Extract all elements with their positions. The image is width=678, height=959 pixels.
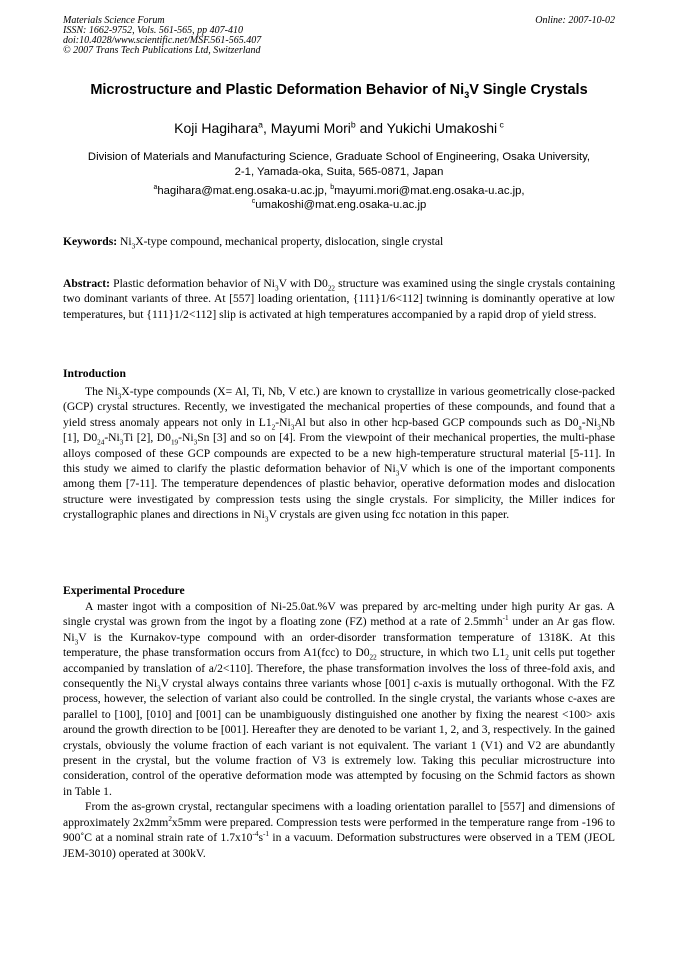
email-link[interactable]: mayumi.mori@mat.eng.osaka-u.ac.jp, [334,185,525,197]
experimental-paragraph: A master ingot with a composition of Ni-25.0at.%V was prepared by arc-melting under high purity Ar gas. A single crystal was grown from the ingot by a floating zone (FZ) method at a rate of 2.5mmh$^{-1}$ under an Ar gas flow. $Ni_3V$ is the Kurnakov-type compound with an order-disorder transformation temperature of 1318K. At this temperature, the phase transformation occurs from A1(fcc) to $D0_{22}$ structure, in which two $L1_2$ unit cells put together accompanied by translation of a/2<110]. Therefore, the phase transformation involves the loss of three-fold axis, and consequently the $Ni_3V$ crystal always contains three variants whose [001] c-axis is mutually orthogonal. With the FZ process, however, the selection of variant also could be controlled. In the single crystal, the variants whose c-axes are parallel to [100], [010] and [001] can be unambiguously distinguished one another by fixing the nearest <100> axis around the growth direction to be [001]. Hereafter they are denoted to be variant 1, 2, and 3, respectively. In the gained crystals, obviously the volume fraction of each variant is not equivalent. The variant 1 (V1) and V2 are abundantly present in the crystal, but the volume fraction of V3 is extremely low. Taking this peculiar microstructure into consideration, control of the operative deformation mode was attempted by focusing on the Schmid factors as shown in Table 1. [63,600,616,798]
keywords-label: Keywords: [63,235,118,248]
section-heading-experimental: Experimental Procedure [63,584,185,597]
experimental-section [63,599,615,861]
section-heading-introduction: Introduction [63,367,126,380]
author-name: Yukichi Umakoshi [386,120,498,136]
author-name: Koji Hagihara [174,120,259,136]
affiliation: Division of Materials and Manufacturing Science, Graduate School of Engineering, Osaka University, 2-1, Yamada-oka, Suita, 565-0871, Japan [87,151,591,178]
issn-line: ISSN: 1662-9752, Vols. 561-565, pp 407-410 [63,25,243,36]
email-link[interactable]: umakoshi@mat.eng.osaka-u.ac.jp [255,199,427,211]
author-name: Mayumi Mori [270,120,351,136]
copyright-line: © 2007 Trans Tech Publications Ltd, Switzerland [63,45,261,56]
author-list: Koji Hagihara$^a$, Mayumi Mori$^b$ and Yukichi Umakoshi $^c$ [174,119,504,136]
doi-line: doi:10.4028/www.scientific.net/MSF.561-565.407 [63,35,262,46]
author-emails: $^a$hagihara@mat.eng.osaka-u.ac.jp, $^b$mayumi.mori@mat.eng.osaka-u.ac.jp, $^c$umakoshi@mat.eng.osaka-u.ac.jp [153,184,525,211]
journal-header [63,16,615,56]
abstract-label: Abstract: [63,277,111,290]
journal-name: Materials Science Forum [63,15,165,26]
email-link[interactable]: hagihara@mat.eng.osaka-u.ac.jp, [157,185,331,197]
introduction-paragraph: The $Ni_3X$-type compounds (X= Al, Ti, Nb, V etc.) are known to crystallize in various geometrically close-packed (GCP) crystal structures. Recently, we investigated the mechanical properties of these compounds, and found that a yield stress anomaly appears not only in $L1_2-Ni_3Al$ but also in other hcp-based GCP compounds such as $D0_a-Ni_3Nb$ [1], $D0_{24}-Ni_3Ti$ [2], $D0_{19}-Ni_3Sn$ [3] and so on [4]. From the viewpoint of their mechanical properties, the multi-phase alloys composed of these GCP compounds are expected to be a new high-temperature structural material [5-11]. In this study we aimed to clarify the plastic deformation behavior of $Ni_3V$ which is one of the important components among them [7-11]. The temperature dependences of plastic behavior, operative deformation modes and dislocation structure were investigated by compression tests using the single crystals. For simplicity, the Miller indices for crystallographic planes and directions in $Ni_3V$ crystals are given using fcc notation in this paper. [63,385,616,524]
experimental-paragraph: From the as-grown crystal, rectangular specimens with a loading orientation parallel to [557] and dimensions of approximately $2x2mm^2x5mm$ were prepared. Compression tests were performed in the temperature range from -196 to 900˚C at a nominal strain rate of $1.7x10^{-4}s^{-1}$ in a vacuum. Deformation substructures were observed in a TEM (JEOL JEM-3010) operated at 300kV. [63,800,615,860]
paper-title: Microstructure and Plastic Deformation Behavior of $Ni_3V$ Single Crystals [90,82,588,100]
keywords: Keywords: $Ni_3X$-type compound, mechanical property, dislocation, single crystal [63,235,444,251]
online-date: Online: 2007-10-02 [535,15,615,26]
abstract: Abstract: Plastic deformation behavior of $Ni_3V$ with $D0_{22}$ structure was examined using the single crystals containing two dominant variants of three. At [557] loading orientation, {111}1/6<112] twinning is dominantly operative at low temperatures, but {111}1/2<112] slip is activated at high temperatures accompanied by a rapid drop of yield stress. [63,277,615,321]
